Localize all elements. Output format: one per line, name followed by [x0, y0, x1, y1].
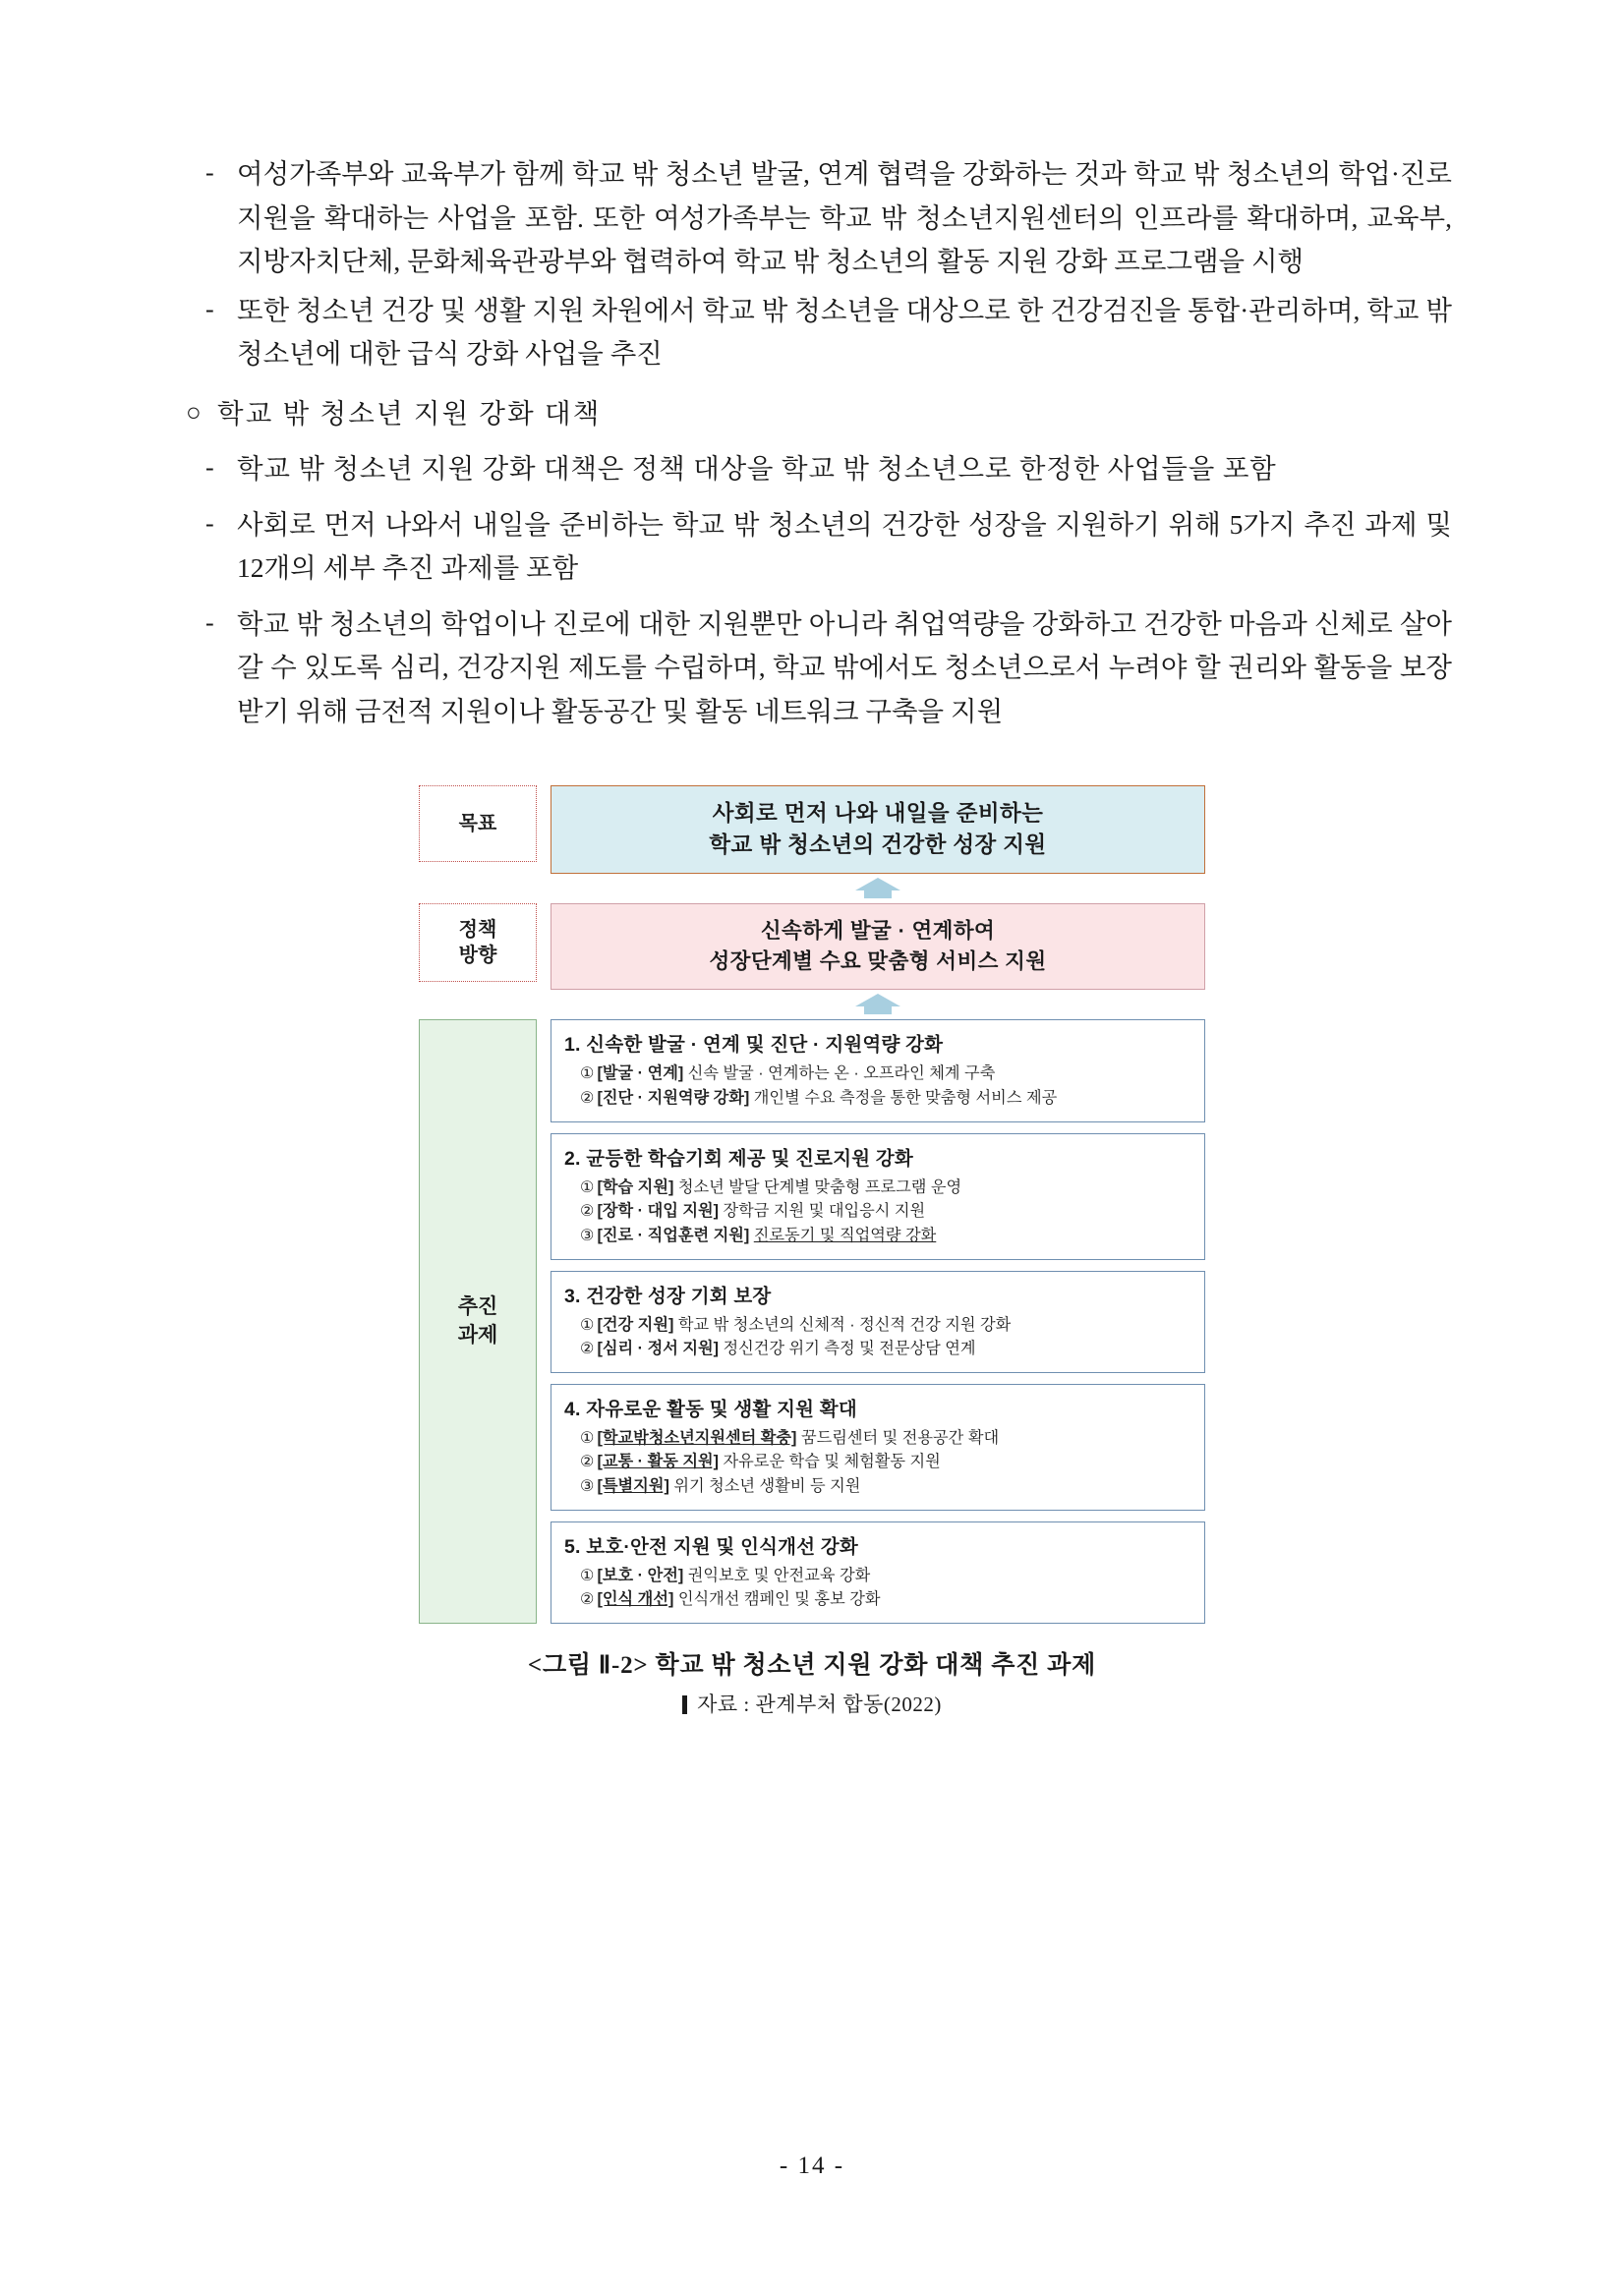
- task-item-number: ②: [580, 1453, 595, 1471]
- paragraph-text: 학교 밖 청소년의 학업이나 진로에 대한 지원뿐만 아니라 취업역량을 강화하고 건강한 마음과 신체로 살아갈 수 있도록 심리, 건강지원 제도를 수립하며, 학교 밖에서도 청소년으로서 누려야 할 권리와 활동을 보장받기 위해 금전적 지원이나 활동공간 및 활동 네트워크 구축을 지원: [237, 607, 1452, 727]
- bullet-marker: -: [205, 508, 214, 538]
- goal-box: [551, 785, 1205, 875]
- task-item: [564, 1176, 1191, 1200]
- direction-line-2: 성장단계별 수요 맞춤형 서비스 지원: [709, 948, 1047, 973]
- task-item: [564, 1224, 1191, 1248]
- task-title: 5. 보호·안전 지원 및 인식개선 강화: [564, 1535, 858, 1558]
- paragraph-text: 또한 청소년 건강 및 생활 지원 차원에서 학교 밖 청소년을 대상으로 한 건강검진을 통합·관리하며, 학교 밖 청소년에 대한 급식 강화 사업을 추진: [237, 294, 1452, 370]
- task-item-text: 장학금 지원 및 대입응시 지원: [723, 1202, 926, 1221]
- paragraph-text: 학교 밖 청소년 지원 강화 대책은 정책 대상을 학교 밖 청소년으로 한정한 사업들을 포함: [237, 453, 1277, 485]
- tasks-label: [419, 1019, 537, 1624]
- task-item-tag: [건강 지원]: [597, 1315, 674, 1334]
- direction-row: [419, 903, 1205, 990]
- task-item-text: 개인별 수요 측정을 통한 맞춤형 서비스 제공: [753, 1089, 1058, 1108]
- goal-line-2: 학교 밖 청소년의 건강한 성장 지원: [709, 832, 1047, 857]
- task-item-tag: [보호 · 안전]: [597, 1566, 684, 1584]
- task-item: [564, 1337, 1191, 1361]
- goal-label: 목표: [419, 785, 537, 862]
- task-item-number: ②: [580, 1202, 595, 1221]
- task-item: [564, 1426, 1191, 1451]
- paragraph-bullet: [172, 152, 1452, 284]
- paragraph-bullet: [172, 603, 1452, 734]
- task-box: [551, 1133, 1205, 1260]
- task-item-tag: [학교밖청소년지원센터 확충]: [597, 1428, 797, 1447]
- task-box: [551, 1271, 1205, 1373]
- task-item-number: ①: [580, 1315, 595, 1334]
- task-box: [551, 1019, 1205, 1121]
- task-title: 4. 자유로운 활동 및 생활 지원 확대: [564, 1398, 857, 1420]
- direction-label: [419, 903, 537, 982]
- task-item-tag: [장학 · 대입 지원]: [597, 1202, 720, 1221]
- bullet-marker: -: [205, 607, 214, 637]
- task-item-tag: [교통 · 활동 지원]: [597, 1453, 720, 1471]
- task-box: [551, 1521, 1205, 1624]
- source-bar-icon: [682, 1695, 687, 1714]
- task-item-tag: [특별지원]: [597, 1477, 669, 1496]
- direction-line-1: 신속하게 발굴 · 연계하여: [760, 919, 996, 944]
- task-item-tag: [인식 개선]: [597, 1590, 674, 1609]
- bullet-marker: -: [205, 158, 214, 187]
- direction-box-wrap: [551, 903, 1205, 990]
- circle-marker: ○: [186, 397, 202, 427]
- tasks-label-line-2: 과제: [457, 1323, 498, 1347]
- goal-line-1: 사회로 먼저 나와 내일을 준비하는: [712, 800, 1044, 826]
- policy-framework-diagram: [419, 785, 1205, 1624]
- direction-box: [551, 903, 1205, 990]
- task-item-text: 위기 청소년 생활비 등 지원: [673, 1477, 861, 1496]
- task-item-text: 정신건강 위기 측정 및 전문상담 연계: [723, 1340, 976, 1358]
- task-item-text: 청소년 발달 단계별 맞춤형 프로그램 운영: [677, 1177, 962, 1196]
- task-item: [564, 1313, 1191, 1338]
- figure-source: [682, 1689, 942, 1718]
- task-item: [564, 1086, 1191, 1111]
- tasks-list: [551, 1019, 1205, 1624]
- bullet-marker: -: [205, 294, 214, 323]
- task-item: [564, 1474, 1191, 1499]
- task-item-text: 꿈드림센터 및 전용공간 확대: [800, 1428, 1000, 1447]
- up-arrow-icon: [855, 994, 900, 1015]
- task-item: [564, 1587, 1191, 1612]
- paragraph-bullet: [172, 289, 1452, 376]
- direction-label-line-2: 방향: [458, 945, 497, 967]
- task-item-text: 진로동기 및 직업역량 강화: [753, 1226, 937, 1244]
- tasks-label-line-1: 추진: [457, 1295, 498, 1319]
- paragraph-text: 여성가족부와 교육부가 함께 학교 밖 청소년 발굴, 연계 협력을 강화하는 것과 학교 밖 청소년의 학업·진로지원을 확대하는 사업을 포함. 또한 여성가족부는 학교 밖 청소년지원센터의 인프라를 확대하며, 교육부, 지방자치단체, 문화체육관광부와 협력하여 학교 밖 청소년의 활동 지원 강화 프로그램을 시행: [237, 158, 1452, 277]
- arrow-row-goal: [419, 874, 1205, 903]
- task-item: [564, 1062, 1191, 1086]
- paragraph-text: 사회로 먼저 나와서 내일을 준비하는 학교 밖 청소년의 건강한 성장을 지원하기 위해 5가지 추진 과제 및 12개의 세부 추진 과제를 포함: [237, 508, 1452, 584]
- task-item-number: ②: [580, 1089, 595, 1108]
- task-box: [551, 1384, 1205, 1511]
- task-item-text: 신속 발굴 · 연계하는 온 · 오프라인 체계 구축: [687, 1064, 996, 1083]
- section-heading: [172, 392, 1452, 436]
- paragraph-bullet: [172, 503, 1452, 591]
- task-item-text: 자유로운 학습 및 체험활동 지원: [723, 1453, 941, 1471]
- figure-caption: <그림 Ⅱ-2> 학교 밖 청소년 지원 강화 대책 추진 과제: [527, 1651, 1097, 1679]
- task-item-number: ①: [580, 1064, 595, 1083]
- task-item-text: 권익보호 및 안전교육 강화: [687, 1566, 871, 1584]
- goal-box-wrap: [551, 785, 1205, 875]
- task-item-number: ③: [580, 1226, 595, 1244]
- task-item-tag: [학습 지원]: [597, 1177, 674, 1196]
- up-arrow-icon: [855, 878, 900, 899]
- task-item-number: ①: [580, 1428, 595, 1447]
- task-item: [564, 1199, 1191, 1224]
- task-item-text: 학교 밖 청소년의 신체적 · 정신적 건강 지원 강화: [677, 1315, 1012, 1334]
- tasks-row: [419, 1019, 1205, 1624]
- task-item-tag: [발굴 · 연계]: [597, 1064, 684, 1083]
- task-item-number: ①: [580, 1566, 595, 1584]
- task-title: 2. 균등한 학습기회 제공 및 진로지원 강화: [564, 1147, 913, 1170]
- task-item-number: ②: [580, 1340, 595, 1358]
- task-title: 3. 건강한 성장 기회 보장: [564, 1285, 772, 1307]
- task-item: [564, 1450, 1191, 1474]
- task-item-number: ②: [580, 1590, 595, 1609]
- task-item-tag: [심리 · 정서 지원]: [597, 1340, 720, 1358]
- task-title: 1. 신속한 발굴 · 연계 및 진단 · 지원역량 강화: [564, 1034, 944, 1057]
- task-item-tag: [진단 · 지원역량 강화]: [597, 1089, 750, 1108]
- task-item: [564, 1564, 1191, 1588]
- task-item-text: 인식개선 캠페인 및 홍보 강화: [677, 1590, 881, 1609]
- paragraph-bullet: [172, 447, 1452, 491]
- figure-source-text: 자료 : 관계부처 합동(2022): [697, 1692, 942, 1716]
- task-item-number: ③: [580, 1477, 595, 1496]
- section-heading-text: 학교 밖 청소년 지원 강화 대책: [217, 397, 602, 429]
- direction-label-line-1: 정책: [458, 919, 497, 942]
- task-item-tag: [진로 · 직업훈련 지원]: [597, 1226, 750, 1244]
- figure-container: [172, 785, 1452, 1718]
- arrow-row-direction: [419, 990, 1205, 1019]
- goal-row: [419, 785, 1205, 875]
- page-number: - 14 -: [779, 2152, 845, 2179]
- task-item-number: ①: [580, 1177, 595, 1196]
- bullet-marker: -: [205, 453, 214, 483]
- body-text: [172, 152, 1452, 734]
